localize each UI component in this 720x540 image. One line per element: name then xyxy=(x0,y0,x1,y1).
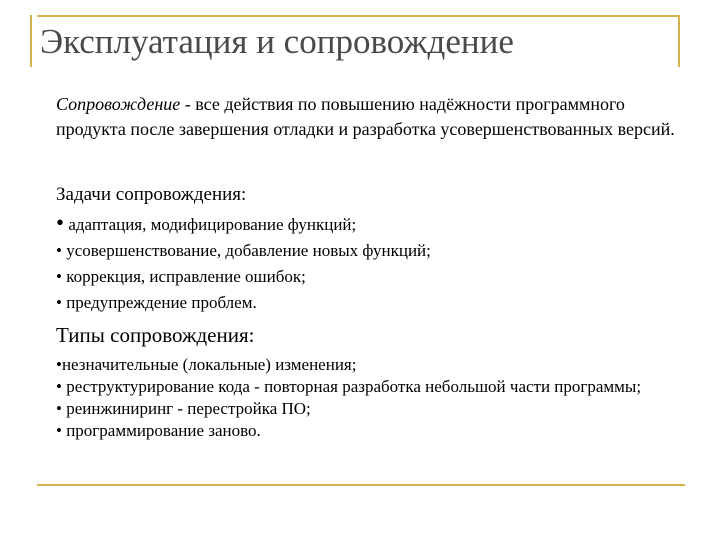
bullet-icon: • xyxy=(56,399,62,418)
list-item: • усовершенствование, добавление новых функций; xyxy=(56,241,431,260)
bullet-icon: • xyxy=(56,355,62,374)
definition-term: Сопровождение xyxy=(56,94,181,114)
bullet-icon: • xyxy=(56,293,62,312)
list-item: • реинжиниринг - перестройка ПО; xyxy=(56,399,311,418)
bullet-icon: • xyxy=(56,210,65,235)
list-item: •незначительные (локальные) изменения; xyxy=(56,355,357,374)
bullet-icon: • xyxy=(56,267,62,286)
bullet-icon: • xyxy=(56,421,62,440)
definition-paragraph xyxy=(56,92,676,142)
list-item: • адаптация, модифицирование функций; xyxy=(56,210,357,235)
bottom-rule xyxy=(37,484,685,486)
list-item: • реструктурирование кода - повторная разработка небольшой части программы; xyxy=(56,377,642,396)
types-list xyxy=(56,354,676,442)
tasks-list xyxy=(56,210,431,316)
tasks-heading: Задачи сопровождения: xyxy=(56,184,247,205)
list-item: • коррекция, исправление ошибок; xyxy=(56,267,306,286)
bullet-icon: • xyxy=(56,241,62,260)
left-rule xyxy=(30,15,32,67)
list-item: • программирование заново. xyxy=(56,421,261,440)
list-item: • предупреждение проблем. xyxy=(56,293,257,312)
types-heading: Типы сопровождения: xyxy=(56,323,255,347)
slide-title: Эксплуатация и сопровождение xyxy=(40,22,514,61)
bullet-icon: • xyxy=(56,377,62,396)
top-rule xyxy=(37,15,680,17)
definition-text: - все действия по повышению надёжности программного продукта после завершения отладки и разработка усовершенствованных версий. xyxy=(56,94,675,139)
right-rule xyxy=(678,15,680,67)
